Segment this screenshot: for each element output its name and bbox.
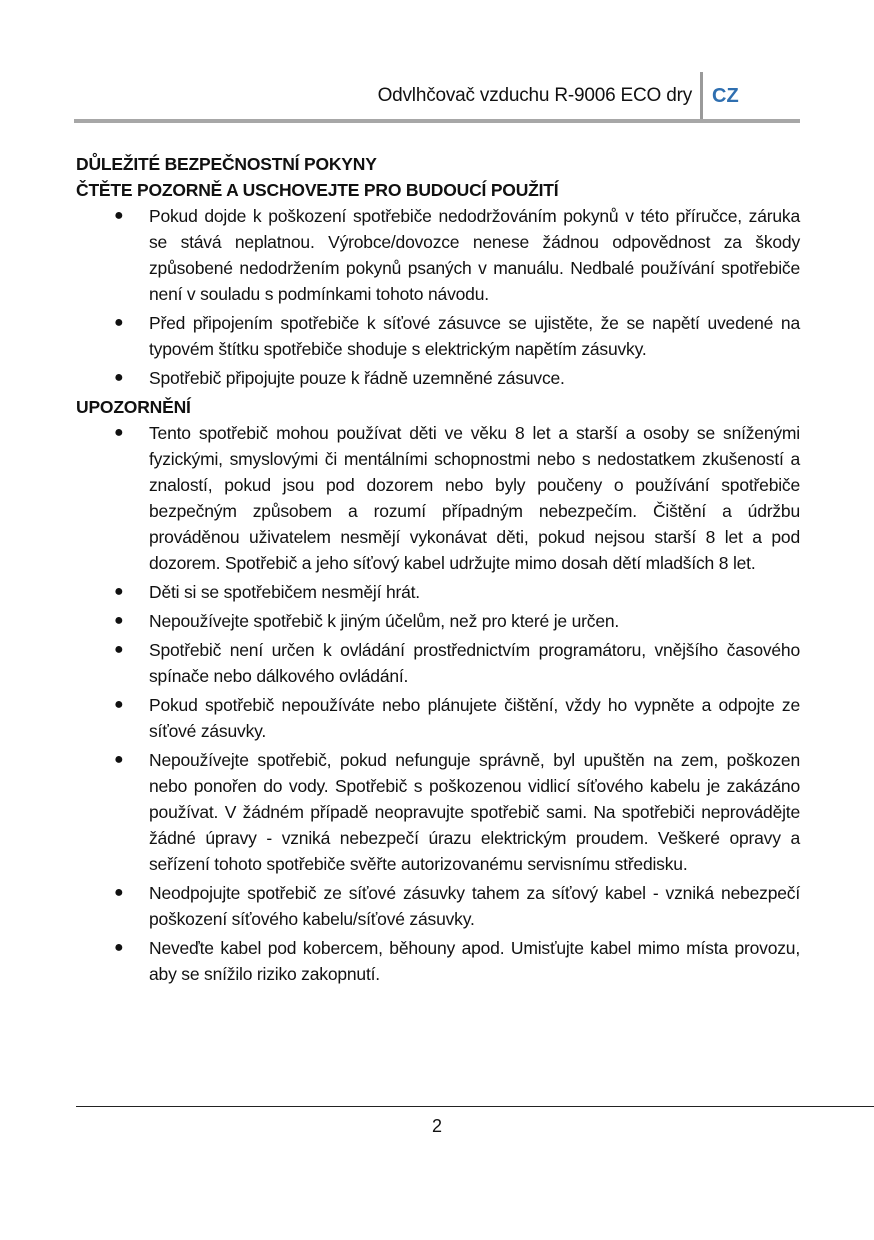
bullet-icon: ● — [114, 583, 124, 600]
section-heading: UPOZORNĚNÍ — [76, 397, 191, 417]
page-content — [76, 151, 800, 990]
list-item: ● Před připojením spotřebiče k síťové zásuvce se ujistěte, že se napětí uvedené na typovém štítku spotřebiče shoduje s elektrickým napětím zásuvky. — [76, 310, 800, 362]
page-number: 2 — [431, 1116, 442, 1136]
bullet-icon: ● — [114, 314, 124, 331]
bullet-icon: ● — [114, 939, 124, 956]
footer-rule — [76, 1106, 874, 1107]
list-item: ● Neveďte kabel pod kobercem, běhouny apod. Umisťujte kabel mimo místa provozu, aby se snížilo riziko zakopnutí. — [76, 935, 800, 987]
bullet-icon: ● — [114, 612, 124, 629]
section-heading: DŮLEŽITÉ BEZPEČNOSTNÍ POKYNY — [76, 154, 377, 174]
list-item: ● Spotřebič připojujte pouze k řádně uzemněné zásuvce. — [76, 365, 800, 391]
bullet-icon: ● — [114, 424, 124, 441]
bullet-icon: ● — [114, 641, 124, 658]
warning-list — [76, 420, 800, 987]
safety-list — [76, 203, 800, 391]
bullet-icon: ● — [114, 751, 124, 768]
bullet-icon: ● — [114, 696, 124, 713]
bullet-icon: ● — [114, 369, 124, 386]
list-item: ● Pokud dojde k poškození spotřebiče nedodržováním pokynů v této příručce, záruka se stává neplatnou. Výrobce/dovozce nenese žádnou odpovědnost za škody způsobené nedodržením pokynů psaných v manuálu. Nedbalé používání spotřebiče není v souladu s podmínkami tohoto návodu. — [76, 203, 800, 307]
list-item: ● Spotřebič není určen k ovládání prostřednictvím programátoru, vnějšího časového spínače nebo dálkového ovládání. — [76, 637, 800, 689]
header-separator — [700, 72, 703, 122]
document-title: Odvlhčovač vzduchu R-9006 ECO dry — [377, 85, 692, 106]
list-item: ● Nepoužívejte spotřebič k jiným účelům, než pro které je určen. — [76, 608, 800, 634]
language-code: CZ — [712, 85, 739, 107]
section-subheading: ČTĚTE POZORNĚ A USCHOVEJTE PRO BUDOUCÍ POUŽITÍ — [76, 180, 559, 200]
header-rule — [74, 119, 800, 123]
bullet-icon: ● — [114, 884, 124, 901]
warning-section — [76, 394, 800, 987]
safety-section — [76, 151, 800, 391]
list-item: ● Děti si se spotřebičem nesmějí hrát. — [76, 579, 800, 605]
list-item: ● Pokud spotřebič nepoužíváte nebo plánujete čištění, vždy ho vypněte a odpojte ze síťové zásuvky. — [76, 692, 800, 744]
bullet-icon: ● — [114, 207, 124, 224]
list-item: ● Nepoužívejte spotřebič, pokud nefunguje správně, byl upuštěn na zem, poškozen nebo ponořen do vody. Spotřebič s poškozenou vidlicí síťového kabelu je zakázáno používat. V žádném případě neopravujte spotřebič sami. Na spotřebiči neprovádějte žádné úpravy - vzniká nebezpečí úrazu elektrickým proudem. Veškeré opravy a seřízení tohoto spotřebiče svěřte autorizovanému servisnímu středisku. — [76, 747, 800, 877]
list-item: ● Neodpojujte spotřebič ze síťové zásuvky tahem za síťový kabel - vzniká nebezpečí poškození síťového kabelu/síťové zásuvky. — [76, 880, 800, 932]
list-item: ● Tento spotřebič mohou používat děti ve věku 8 let a starší a osoby se sníženými fyzickými, smyslovými či mentálními schopnostmi nebo s nedostatkem zkušeností a znalostí, pokud jsou pod dozorem nebo byly poučeny o používání spotřebiče bezpečným způsobem a rozumí případným nebezpečím. Čištění a údržbu prováděnou uživatelem nesmějí vykonávat děti, pokud nejsou starší 8 let a pod dozorem. Spotřebič a jeho síťový kabel udržujte mimo dosah dětí mladších 8 let. — [76, 420, 800, 576]
